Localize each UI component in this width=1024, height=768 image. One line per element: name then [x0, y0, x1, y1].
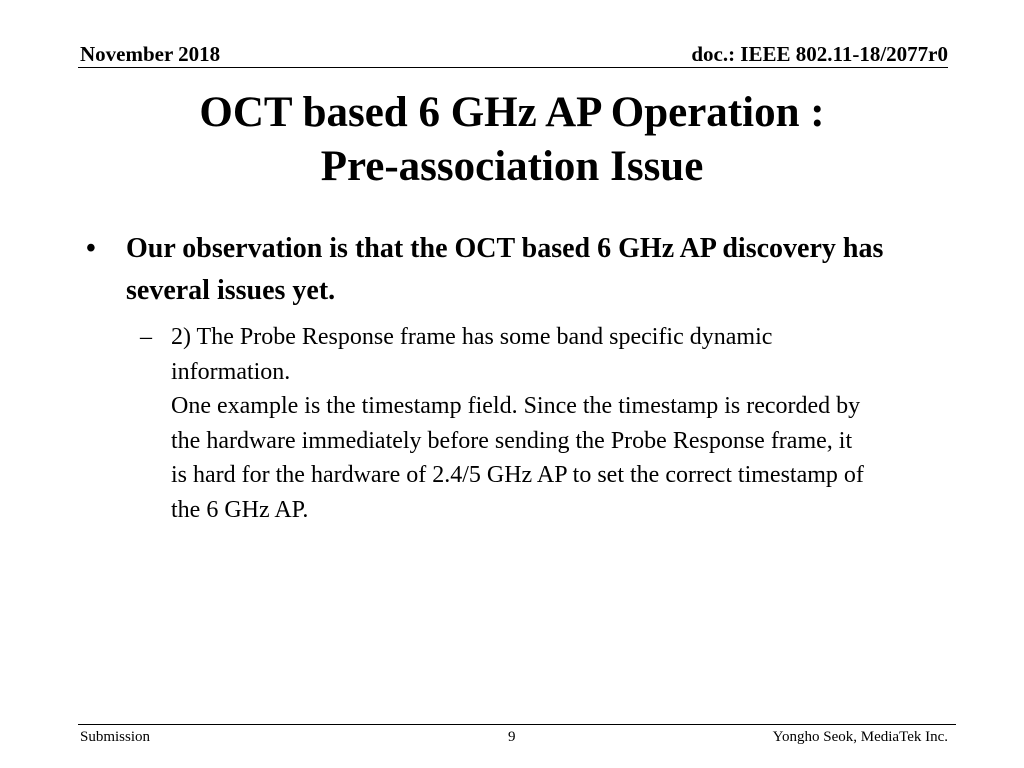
dash-icon: – [140, 324, 152, 350]
footer-author: Yongho Seok, MediaTek Inc. [772, 729, 948, 745]
header-divider [78, 67, 948, 68]
sub-bullet-item [80, 320, 871, 527]
bullet-text: Our observation is that the OCT based 6 GHz AP discovery has several issues yet. [126, 233, 884, 306]
header-doc-id: doc.: IEEE 802.11-18/2077r0 [691, 42, 948, 66]
bullet-item [80, 228, 950, 312]
footer-submission: Submission [80, 729, 151, 745]
slide-title [0, 86, 1024, 194]
page-number: 9 [508, 729, 516, 745]
sub-bullet-text-2: One example is the timestamp field. Since the timestamp is recorded by the hardware immediately before sending the Probe Response frame, it is hard for the hardware of 2.4/5 GHz AP to set the correct timestamp of the 6 GHz AP. [171, 393, 864, 523]
header-date: November 2018 [80, 42, 221, 66]
sub-bullet-text-1: 2) The Probe Response frame has some band specific dynamic information. [171, 324, 773, 385]
slide-title-line-2: Pre-association Issue [320, 143, 704, 190]
bullet-icon: • [86, 233, 96, 264]
slide-title-line-1: OCT based 6 GHz AP Operation : [199, 89, 825, 136]
slide-body [80, 228, 950, 527]
footer-divider [78, 724, 956, 725]
